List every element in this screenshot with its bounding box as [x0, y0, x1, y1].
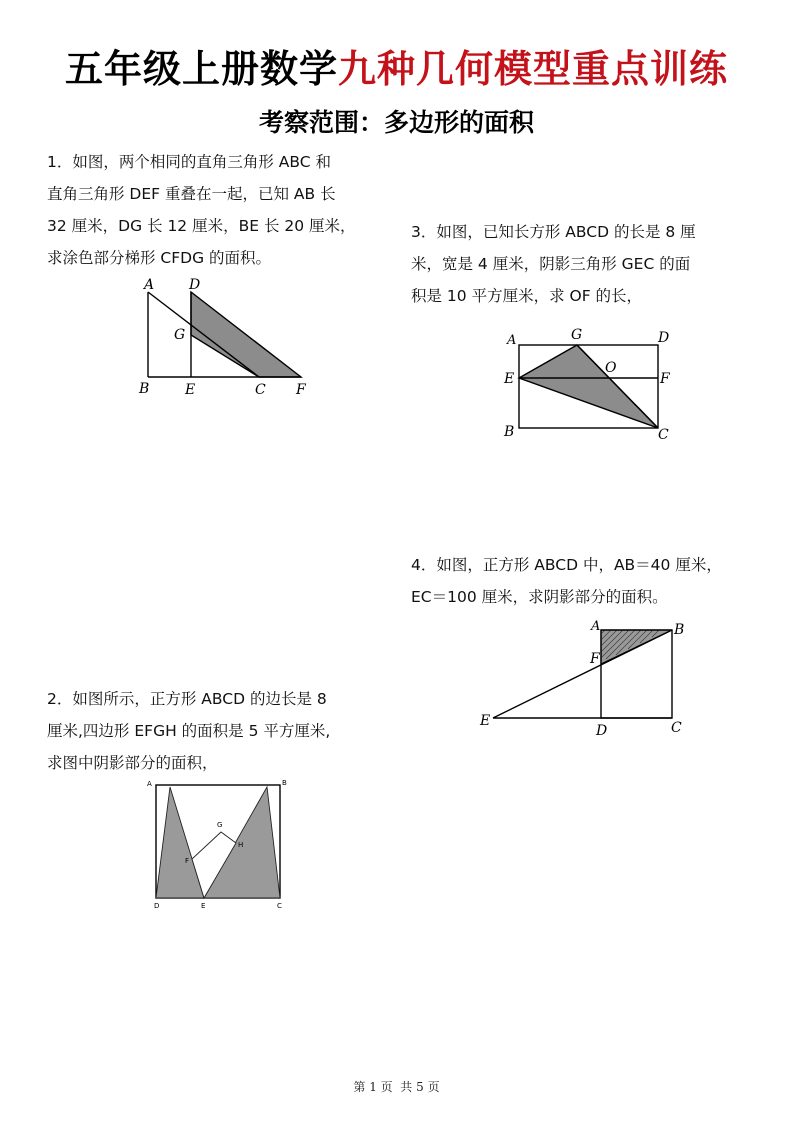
- q3-label-f: F: [660, 371, 670, 387]
- q2-label-g: G: [217, 821, 223, 829]
- question-3-line-1: 3．如图，已知长方形 ABCD 的长是 8 厘: [411, 223, 696, 241]
- question-1-line-4: 求涂色部分梯形 CFDG 的面积。: [47, 249, 272, 267]
- question-4-line-2: EC＝100 厘米，求阴影部分的面积。: [411, 588, 668, 606]
- q4-line-eb: [493, 630, 672, 718]
- q4-label-b: B: [674, 622, 685, 638]
- q1-label-b: B: [139, 381, 150, 397]
- q3-label-a: A: [507, 333, 517, 348]
- q3-label-b: B: [504, 424, 515, 440]
- q1-shaded-trapezoid: [191, 292, 301, 377]
- page-title: [0, 38, 793, 93]
- question-2-line-1: 2．如图所示，正方形 ABCD 的边长是 8: [47, 690, 327, 708]
- q2-label-a: A: [147, 780, 152, 788]
- question-1: [47, 146, 387, 274]
- q2-label-c: C: [277, 902, 282, 910]
- question-2: [47, 683, 387, 779]
- question-2-line-3: 求图中阴影部分的面积，: [47, 754, 218, 772]
- question-3-figure: [497, 320, 682, 445]
- q2-shaded-left: [156, 787, 204, 898]
- q1-label-f: F: [296, 382, 306, 398]
- q2-label-d: D: [154, 902, 160, 910]
- q4-label-c: C: [671, 720, 682, 736]
- q2-label-h: H: [238, 841, 244, 849]
- question-3-line-3: 积是 10 平方厘米，求 OF 的长，: [411, 287, 643, 305]
- q2-label-f: F: [185, 857, 190, 865]
- question-1-line-3: 32 厘米，DG 长 12 厘米，BE 长 20 厘米，: [47, 217, 356, 235]
- q3-label-g: G: [571, 327, 583, 343]
- question-1-line-2: 直角三角形 DEF 重叠在一起，已知 AB 长: [47, 185, 336, 203]
- question-1-line-1: 1．如图，两个相同的直角三角形 ABC 和: [47, 153, 332, 171]
- question-3-line-2: 米，宽是 4 厘米，阴影三角形 GEC 的面: [411, 255, 691, 273]
- q1-label-g: G: [174, 327, 186, 343]
- page-subtitle: 考察范围：多边形的面积: [258, 108, 534, 137]
- question-2-line-2: 厘米,四边形 EFGH 的面积是 5 平方厘米,: [47, 722, 331, 740]
- question-2-figure: [142, 775, 297, 910]
- q3-label-c: C: [658, 427, 669, 443]
- question-4-line-1: 4．如图，正方形 ABCD 中，AB＝40 厘米，: [411, 556, 722, 574]
- q4-label-a: A: [591, 619, 601, 634]
- q1-label-e: E: [185, 382, 196, 398]
- q4-label-e: E: [480, 713, 491, 729]
- q3-label-e: E: [504, 371, 515, 387]
- q1-label-d: D: [189, 277, 201, 293]
- question-1-figure: [133, 275, 318, 400]
- q4-label-d: D: [596, 723, 608, 739]
- title-red-part: 九种几何模型重点训练: [338, 47, 729, 91]
- question-4: [411, 549, 751, 613]
- question-3: [411, 216, 751, 312]
- title-black-part: 五年级上册数学: [64, 47, 338, 91]
- question-4-figure: [475, 615, 690, 740]
- q2-label-b: B: [282, 779, 287, 787]
- q2-label-e: E: [201, 902, 206, 910]
- q1-label-a: A: [144, 277, 155, 293]
- q1-label-c: C: [255, 382, 266, 398]
- q3-label-d: D: [658, 330, 670, 346]
- q3-label-o: O: [605, 360, 617, 376]
- page-footer: 第 1 页 共 5 页: [353, 1080, 440, 1094]
- q4-label-f: F: [590, 651, 600, 667]
